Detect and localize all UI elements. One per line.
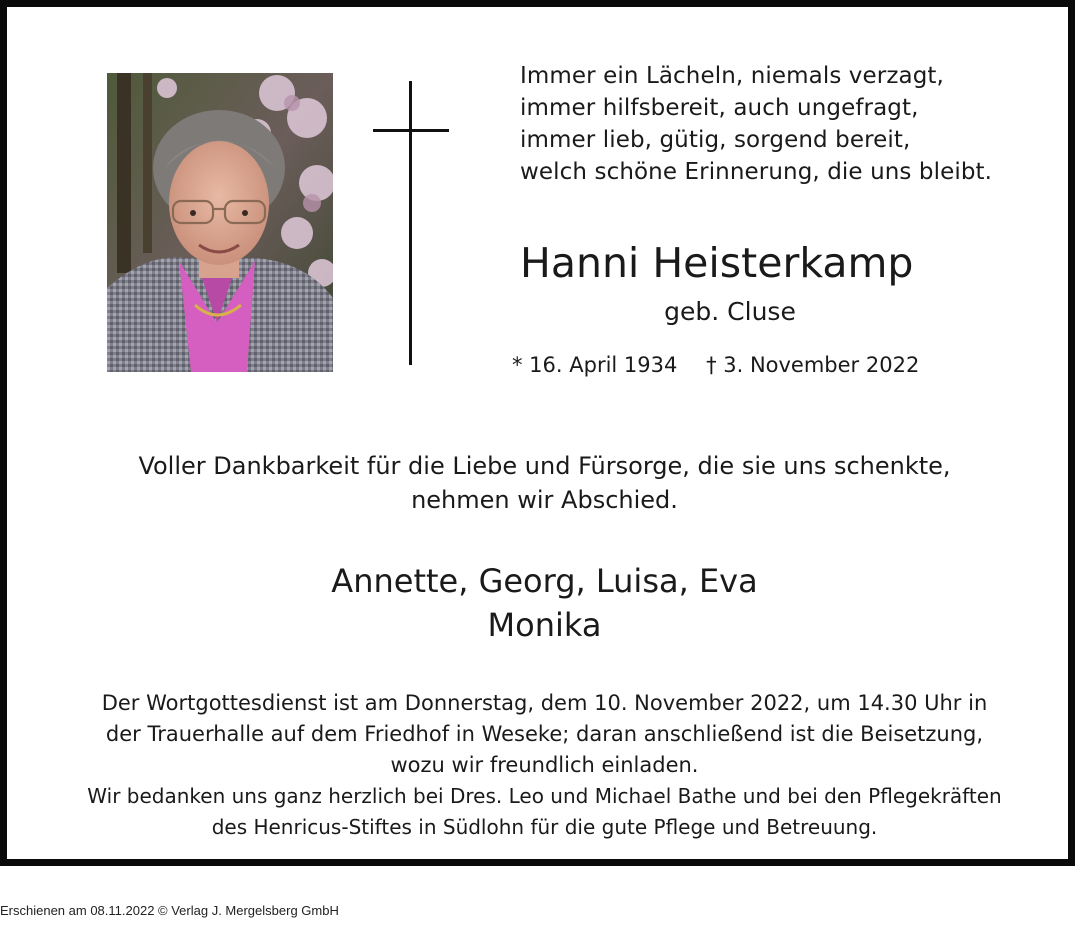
poem-line: immer hilfsbereit, auch ungefragt, [520,95,919,121]
death-date: † 3. November 2022 [706,353,920,377]
service-line: der Trauerhalle auf dem Friedhof in Weseke; daran anschließend ist die Beisetzung, [105,722,984,746]
family-names [47,559,1042,647]
memorial-poem [520,60,1040,188]
latin-cross-icon [373,81,449,365]
service-line: wozu wir freundlich einladen. [390,753,699,777]
service-information [37,688,1052,843]
poem-line: Immer ein Lächeln, niemals verzagt, [520,63,944,89]
family-line: Annette, Georg, Luisa, Eva [331,562,758,600]
birth-name: geb. Cluse [664,297,796,326]
poem-line: immer lieb, gütig, sorgend bereit, [520,127,911,153]
gratitude-line: Voller Dankbarkeit für die Liebe und Fürsorge, die sie uns schenkte, [138,452,951,480]
deceased-name: Hanni Heisterkamp [520,239,914,287]
life-dates [512,350,972,380]
acknowledgement-line: des Henricus-Stiftes in Südlohn für die gute Pflege und Betreuung. [211,815,878,839]
birth-date: * 16. April 1934 [512,353,678,377]
poem-line: welch schöne Erinnerung, die uns bleibt. [520,159,993,185]
family-line: Monika [487,606,602,644]
acknowledgement-line: Wir bedanken uns ganz herzlich bei Dres. Leo und Michael Bathe und bei den Pflegekräften [87,784,1002,808]
gratitude-line: nehmen wir Abschied. [411,486,678,514]
portrait-photo [107,73,333,372]
service-line: Der Wortgottesdienst ist am Donnerstag, dem 10. November 2022, um 14.30 Uhr in [101,691,988,715]
publication-footer: Erschienen am 08.11.2022 © Verlag J. Mergelsberg GmbH [0,903,339,918]
gratitude-text [47,449,1042,517]
